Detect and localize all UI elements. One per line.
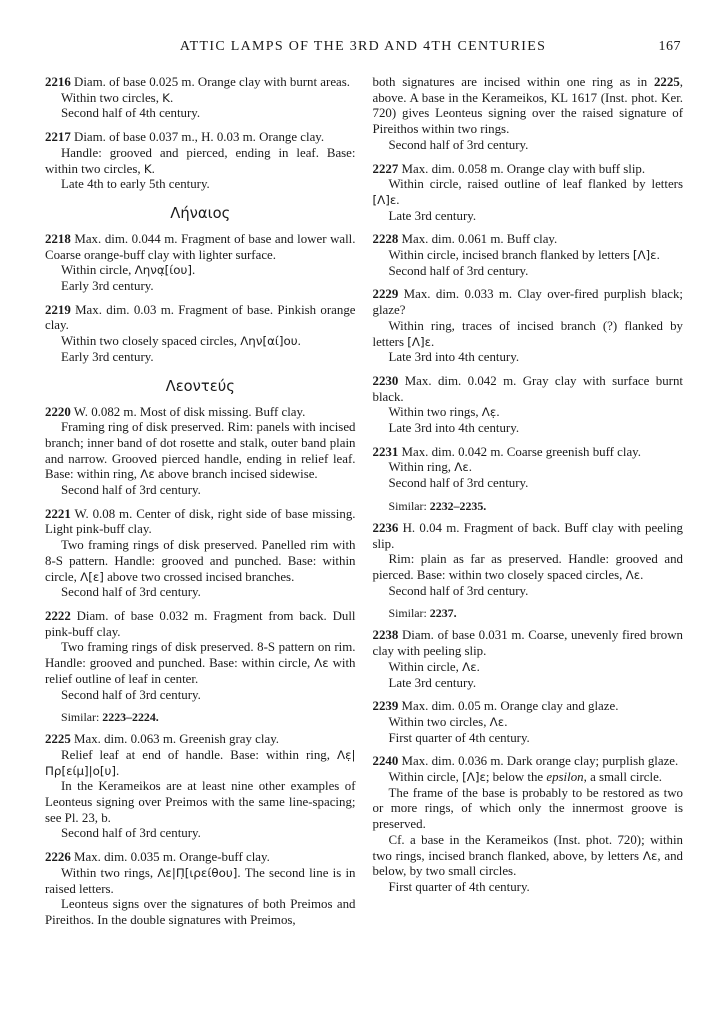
entry-number: 2217 [45,130,71,145]
similar-label: Similar: [61,710,103,725]
text-run: Second half of 3rd century. [61,483,201,498]
text-run: Within two rings, [388,405,482,420]
paragraph [45,507,356,538]
entry-number: 2219 [45,302,71,317]
greek-text-run: Λε̣|Πρ[είμ]|ο[υ] [45,747,356,778]
text-run: Within circle, [388,659,463,674]
catalog-entry-2225 [45,732,356,842]
text-run: Max. dim. 0.042 m. Coarse greenish buff clay. [401,444,642,459]
text-run: Second half of 3rd century. [388,263,529,278]
paragraph [45,303,356,334]
paragraph [373,699,684,715]
similar-entry-numbers: 2223–2224. [102,710,159,725]
running-header [45,38,681,55]
text-run: Within two circles, [388,714,490,729]
paragraph [45,420,356,483]
text-run: ; below the [485,770,547,785]
text-run: Within two circles, [61,90,163,105]
greek-text-run: Λε [625,567,641,582]
paragraph [45,826,356,842]
paragraph [373,75,684,138]
catalog-entry-2228 [373,232,684,279]
catalog-entry-2230 [373,374,684,437]
page-number: 167 [658,39,681,54]
greek-text-run: Λε [642,848,658,863]
text-run: Max. dim. 0.035 m. Orange-buff clay. [74,850,270,865]
text-run: Max. dim. 0.03 m. Fragment of base. Pinkish orange clay. [45,302,356,333]
catalog-entry-2219 [45,303,356,366]
greek-text-run: Λε|Π̣[ιρείθου] [157,865,238,880]
text-run: . [151,161,155,176]
text-run: Within circle, [388,770,463,785]
paragraph [45,334,356,350]
text-run: Within circle, incised branch flanked by letters [388,248,633,263]
paragraph [45,732,356,748]
paragraph [45,75,356,91]
paragraph [45,850,356,866]
paragraph [373,209,684,225]
paragraph [373,731,684,747]
bold-text-run: 2225 [653,75,680,89]
catalog-entry-2231 [373,445,684,492]
continuation-paragraph-group [373,75,684,154]
entry-number: 2238 [372,628,399,643]
greek-text-run: Ληνα̣[ίου] [134,263,193,278]
paragraph [45,538,356,585]
paragraph [373,676,684,692]
greek-text-run: [Λ]ε [407,334,432,349]
catalog-entry-2229 [373,287,684,366]
text-run: Max. dim. 0.058 m. Orange clay with buff slip. [401,161,646,176]
text-run: Late 3rd century. [388,675,477,690]
catalog-entry-2240 [373,754,684,895]
paragraph [45,130,356,146]
text-columns [45,75,683,929]
paragraph [373,232,684,248]
paragraph [373,319,684,350]
paragraph [373,264,684,280]
entry-number: 2236 [372,520,399,535]
entry-number: 2240 [372,754,399,769]
greek-text-run: [Λ]ε [462,770,486,785]
greek-text-run: Λ[ε] [80,569,104,584]
similar-note [389,606,684,620]
text-run: Within two closely spaced circles, [61,334,241,349]
text-run: First quarter of 4th century. [388,879,530,894]
text-run: . [640,567,644,582]
paragraph [45,232,356,263]
text-run: . [192,263,196,278]
paragraph [373,248,684,264]
catalog-entry-2221 [45,507,356,601]
greek-text-run: Λε [314,656,329,671]
text-run: with relief outline of leaf in center. [45,656,356,686]
paragraph [373,476,684,492]
text-run: Relief leaf at end of handle. Base: within ring, [61,747,337,762]
text-run: Rim: plain as far as preserved. Handle: grooved and pierced. Base: within two closely spaced circles, [372,552,683,582]
text-run: . [476,659,480,674]
page-title: ATTIC LAMPS OF THE 3RD AND 4TH CENTURIES [179,39,547,54]
paragraph [45,91,356,107]
text-run: Early 3rd century. [61,279,154,294]
text-run: Second half of 3rd century. [388,583,529,598]
paragraph [45,779,356,826]
text-run: Within ring, traces of incised branch (?) flanked by letters [372,318,683,349]
text-run: . [496,405,500,420]
text-run: Diam. of base 0.032 m. Fragment from back. Dull pink-buff clay. [45,608,356,639]
text-run: W. 0.08 m. Center of disk, right side of base missing. Light pink-buff clay. [45,506,356,537]
text-run: First quarter of 4th century. [388,730,530,745]
catalog-entry-2222 [45,609,356,703]
text-run: Late 3rd into 4th century. [388,350,520,365]
text-run: Two framing rings of disk preserved. Panelled rim with 8-S pattern. Handle: grooved and punched. Base: within circle, [45,538,356,584]
text-run: Max. dim. 0.033 m. Clay over-fired purplish black; glaze? [372,287,683,318]
paragraph [45,688,356,704]
similar-note [61,710,356,724]
text-run: Second half of 3rd century. [61,585,201,600]
section-heading: Λεοντεύς [165,377,235,395]
text-run: Max. dim. 0.036 m. Dark orange clay; purplish glaze. [401,754,679,769]
paragraph [45,177,356,193]
entry-number: 2230 [372,373,399,388]
text-run: . [504,714,508,729]
right-column [373,75,684,929]
paragraph [45,585,356,601]
greek-text-run: Λε [489,714,505,729]
entry-number: 2239 [372,699,399,714]
text-run: Early 3rd century. [61,349,154,364]
paragraph [373,405,684,421]
text-run: Second half of 4th century. [61,106,201,121]
section-heading: Λήναιος [170,204,231,222]
paragraph [373,287,684,318]
paragraph [45,897,356,928]
catalog-entry-2239 [373,699,684,746]
catalog-entry-2238 [373,628,684,691]
text-run: . [396,192,400,207]
text-run: Within circle, [61,263,135,278]
paragraph [45,350,356,366]
similar-entry-numbers: 2232–2235. [429,498,487,513]
text-run: Cf. a base in the Kerameikos (Inst. phot. 720); within two rings, incised branch flanked, above, by letters [372,832,683,863]
paragraph [373,162,684,178]
paragraph [45,279,356,295]
greek-text-run: Λε [454,460,469,475]
greek-text-run: K [143,161,152,176]
text-run: H. 0.04 m. Fragment of back. Buff clay with peeling slip. [372,520,683,551]
text-run: Late 3rd century. [388,208,477,223]
catalog-entry-2226 [45,850,356,929]
text-run: Leonteus signs over the signatures of both Preimos and Pireithos. In the double signatures with Preimos, [45,897,356,927]
paragraph [45,263,356,279]
text-run: . The second line is in raised letters. [45,865,356,896]
catalog-entry-2220 [45,405,356,499]
greek-text-run: Λην[αί]ου [240,334,298,349]
text-run: , above. A base in the Kerameikos, KL 1617 (Inst. phot. Ker. 720) gives Leonteus signing over the raised signature of Pireithos within two rings. [372,75,683,137]
entry-number: 2221 [45,506,71,521]
text-run: Framing ring of disk preserved. Rim: panels with incised branch; inner band of dot rosette and stalk, outer band plain and narrow. Grooved pierced handle, ending in relief leaf. Base: within ring, [45,420,356,482]
left-column [45,75,356,929]
paragraph [45,866,356,897]
paragraph [373,177,684,208]
text-run: Second half of 3rd century. [388,137,529,152]
paragraph [373,445,684,461]
paragraph [373,374,684,405]
similar-label: Similar: [388,606,430,621]
text-run: Second half of 3rd century. [61,687,201,702]
paragraph [373,880,684,896]
greek-text-run: Λε [140,467,155,482]
similar-entry-numbers: 2237. [429,606,457,621]
text-run: Within two rings, [61,865,158,880]
text-run: , and below, by two small circles. [372,848,683,879]
greek-text-run: K [162,90,170,105]
paragraph [373,460,684,476]
text-run: . [468,460,472,475]
catalog-entry-2216 [45,75,356,122]
greek-text-run: Λε̣ [481,405,497,420]
text-run: Second half of 3rd century. [61,826,201,841]
paragraph [373,833,684,880]
text-run: Late 3rd into 4th century. [388,421,520,436]
entry-number: 2220 [45,404,71,419]
paragraph [373,138,684,154]
paragraph [45,483,356,499]
text-run: Diam. of base 0.025 m. Orange clay with burnt areas. [74,75,351,89]
text-run: Two framing rings of disk preserved. 8-S pattern on rim. Handle: grooved and punched. Base: within circle, [45,640,356,671]
paragraph [373,754,684,770]
text-run: Max. dim. 0.061 m. Buff clay. [401,232,558,247]
text-run: above branch incised sidewise. [154,467,318,482]
paragraph [45,146,356,177]
text-run: . [169,90,174,105]
paragraph [373,584,684,600]
paragraph [373,350,684,366]
entry-number: 2229 [372,287,399,302]
text-run: Diam. of base 0.031 m. Coarse, unevenly fired brown clay with peeling slip. [372,628,683,659]
text-run: Second half of 3rd century. [388,476,529,491]
paragraph [45,405,356,421]
greek-text-run: [Λ]ε [632,248,657,263]
paragraph [373,552,684,583]
similar-label: Similar: [388,498,430,513]
entry-number: 2216 [45,75,71,89]
text-run: Handle: grooved and pierced, ending in leaf. Base: within two circles, [45,145,356,176]
paragraph [373,421,684,437]
greek-text-run: Λε [462,659,477,674]
paragraph [373,786,684,833]
text-run: The frame of the base is probably to be restored as two or more rings, of which only the innermost groove is preserved. [372,785,683,832]
italic-text-run: epsilon [546,770,584,785]
text-run: . [656,248,660,263]
paragraph [45,640,356,687]
text-run: Diam. of base 0.037 m., H. 0.03 m. Orange clay. [74,130,325,145]
entry-number: 2226 [45,850,71,865]
paragraph [373,715,684,731]
entry-number: 2231 [372,444,399,459]
text-run: Within ring, [388,460,455,475]
text-run: Max. dim. 0.044 m. Fragment of base and lower wall. Coarse orange-buff clay with lighter surface. [45,231,356,262]
paragraph [45,609,356,640]
text-run: . [116,763,120,778]
text-run: . [297,334,301,349]
text-run: , a small circle. [583,770,663,785]
paragraph [373,770,684,786]
entry-number: 2218 [45,231,71,246]
text-run: Max. dim. 0.063 m. Greenish gray clay. [74,732,280,747]
entry-number: 2225 [45,732,71,747]
similar-note [389,499,684,513]
paragraph [373,660,684,676]
text-run: Max. dim. 0.05 m. Orange clay and glaze. [401,699,619,714]
catalog-entry-2236 [373,521,684,600]
paragraph [45,748,356,779]
text-run: . [431,334,435,349]
entry-number: 2222 [45,608,71,623]
entry-number: 2227 [372,161,399,176]
entry-number: 2228 [372,232,399,247]
text-run: W. 0.082 m. Most of disk missing. Buff clay. [73,404,306,419]
paragraph [45,106,356,122]
text-run: Max. dim. 0.042 m. Gray clay with surface burnt black. [372,373,683,404]
paragraph [373,521,684,552]
catalog-entry-2217 [45,130,356,193]
text-run: both signatures are incised within one ring as in [372,75,654,89]
catalog-entry-2218 [45,232,356,295]
text-run: Late 4th to early 5th century. [61,177,210,192]
greek-text-run: [Λ]ε [372,192,397,207]
text-run: Within circle, raised outline of leaf flanked by letters [388,177,683,192]
text-run: In the Kerameikos are at least nine other examples of Leonteus signing over Preimos with the same line-spacing; see Pl. 23, b. [45,779,356,825]
catalog-entry-2227 [373,162,684,225]
text-run: above two crossed incised branches. [103,569,295,584]
paragraph [373,628,684,659]
